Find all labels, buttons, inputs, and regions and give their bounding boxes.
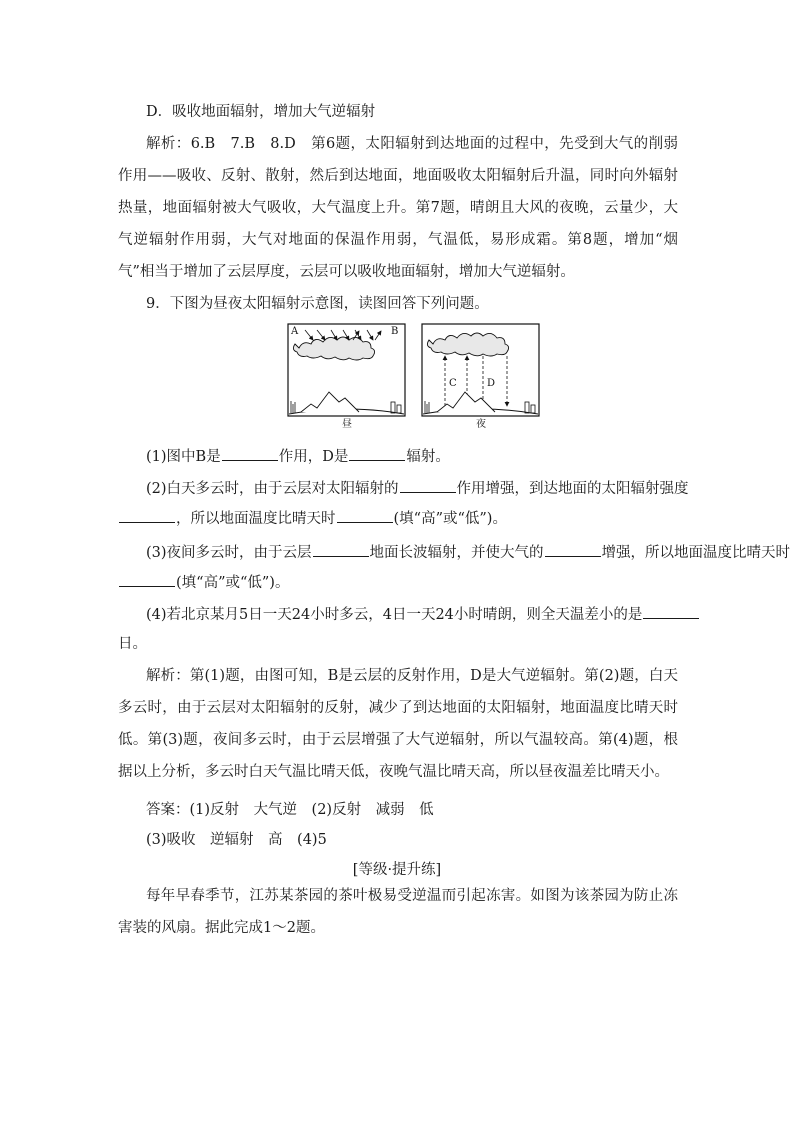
label-d: D xyxy=(487,378,496,389)
explanation-9: 解析：第(1)题，由图可知，B是云层的反射作用，D是大气逆辐射。第(2)题，白天多云时，由于云层对太阳辐射的反射，减少了到达地面的太阳辐射，地面温度比晴天时低。第(3)题，夜间多云时，由于云层增强了大气逆辐射，所以气温较高。第(4)题，根据以上分析，多云时白天气温比晴天低，夜晚气温比晴天高，所以昼夜温差比晴天小。 xyxy=(118,668,678,780)
answer-blank[interactable] xyxy=(313,542,369,557)
answer-blank[interactable] xyxy=(643,604,699,619)
day-caption: 昼 xyxy=(342,419,352,430)
option-d: D．吸收地面辐射，增加大气逆辐射 xyxy=(146,104,376,120)
sub-question-2: (2)白天多云时，由于云层对太阳辐射的 作用增强，到达地面的太阳辐射强度 xyxy=(146,478,689,499)
night-panel xyxy=(422,324,539,430)
sub-question-3: (3)夜间多云时，由于云层 地面长波辐射，并使大气的 增强，所以地面温度比晴天时 xyxy=(146,542,790,563)
label-b: B xyxy=(391,326,399,337)
radiation-diagram xyxy=(287,322,541,430)
answer-blank[interactable] xyxy=(222,446,278,461)
sub-question-4-cont: 日。 xyxy=(118,636,147,652)
answer-blank[interactable] xyxy=(119,508,175,523)
question-9-title: 9．下图为昼夜太阳辐射示意图，读图回答下列问题。 xyxy=(146,296,489,312)
answer-blank[interactable] xyxy=(119,572,175,587)
sub-question-2-cont: ，所以地面温度比晴天时 (填“高”或“低”)。 xyxy=(118,508,507,529)
answer-line-2: (3)吸收 逆辐射 高 (4)5 xyxy=(146,832,327,848)
answer-blank[interactable] xyxy=(337,508,393,523)
label-c: C xyxy=(449,378,457,389)
answer-blank[interactable] xyxy=(545,542,601,557)
night-caption: 夜 xyxy=(476,419,486,430)
label-a: A xyxy=(291,326,299,337)
sub-question-1: (1)图中B是 作用，D是 辐射。 xyxy=(146,446,450,467)
day-panel xyxy=(288,324,405,430)
answer-line-1: 答案：(1)反射 大气逆 (2)反射 减弱 低 xyxy=(146,802,434,818)
sub-question-4: (4)若北京某月5日一天24小时多云，4日一天24小时晴朗，则全天温差小的是 xyxy=(146,604,700,625)
explanation-6-8: 解析：6.B 7.B 8.D 第6题，太阳辐射到达地面的过程中，先受到大气的削弱作用——吸收、反射、散射，然后到达地面，地面吸收太阳辐射后升温，同时向外辐射热量，地面辐射被大气吸收，大气温度上升。第7题，晴朗且大风的夜晚，云量少，大气逆辐射作用弱，大气对地面的保温作用弱，气温低，易形成霜。第8题，增加“烟气”相当于增加了云层厚度，云层可以吸收地面辐射，增加大气逆辐射。 xyxy=(118,136,678,280)
day-night-radiation-figure xyxy=(287,322,541,430)
answer-blank[interactable] xyxy=(349,446,405,461)
intro-paragraph: 每年早春季节，江苏某茶园的茶叶极易受逆温而引起冻害。如图为该茶园为防止冻害装的风扇。据此完成1～2题。 xyxy=(118,888,678,936)
answer-blank[interactable] xyxy=(400,478,456,493)
section-title: [等级·提升练] xyxy=(352,862,442,878)
sub-question-3-cont: (填“高”或“低”)。 xyxy=(118,572,289,593)
